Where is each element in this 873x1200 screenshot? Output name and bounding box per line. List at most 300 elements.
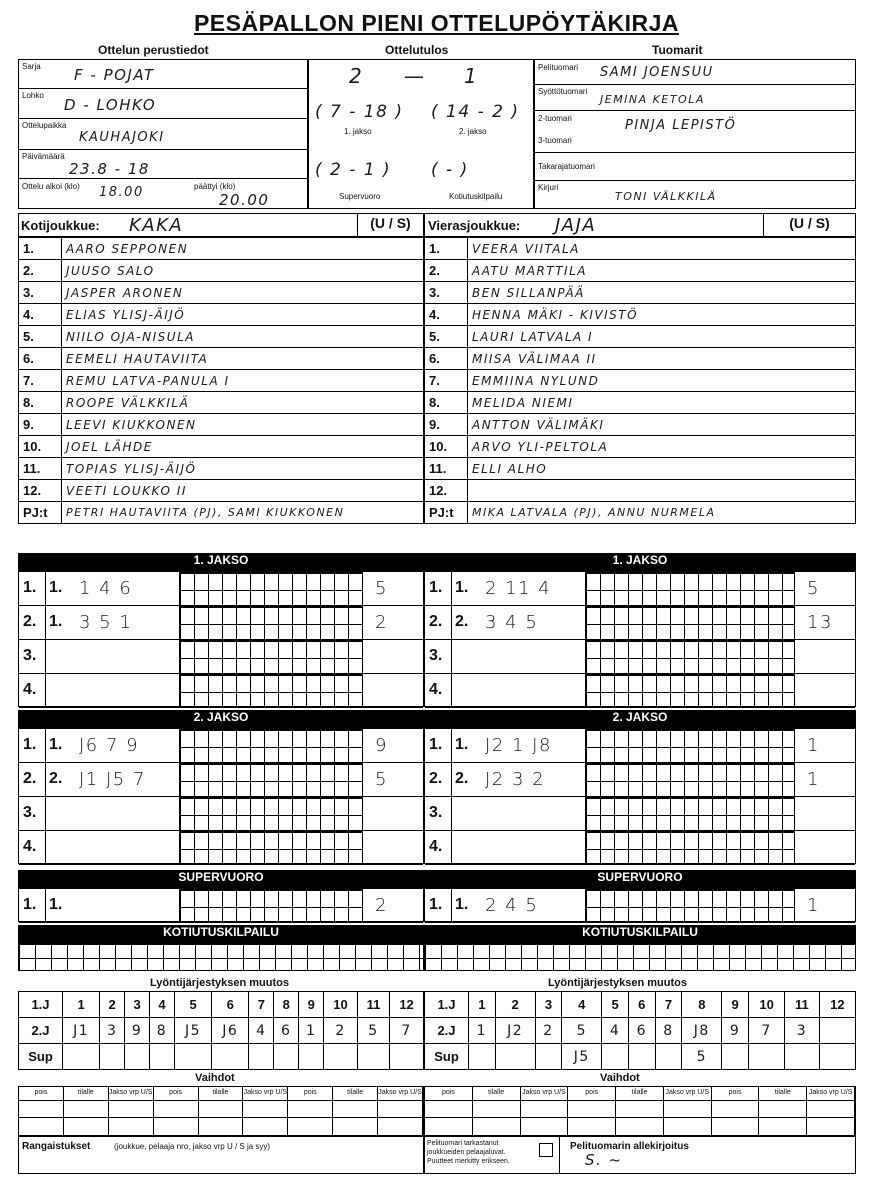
away-sv-batting-marks[interactable]: 2 4 5 — [485, 895, 539, 916]
away-sv-inning-number: 1. — [429, 896, 443, 913]
home-player-number: 12. — [19, 480, 62, 502]
away-order-cell[interactable] — [495, 1044, 535, 1070]
home-p2-batter-start[interactable]: 1. — [49, 736, 63, 753]
away-p2-batting-marks[interactable]: J2 1 J8 — [485, 735, 552, 756]
home-order-cell[interactable]: 9 — [125, 1018, 150, 1044]
away-player-row — [425, 348, 856, 370]
home-p1-inning-number: 3. — [23, 647, 37, 664]
home-coach-names[interactable]: PETRI HAUTAVIITA (PJ), SAMI KIUKKONEN — [62, 502, 424, 524]
away-p1-batter-start[interactable]: 1. — [455, 579, 469, 596]
home-order-cell[interactable] — [100, 1044, 125, 1070]
home-order-cell: 12 — [390, 992, 424, 1018]
home-p2-inning-separator — [45, 797, 46, 831]
away-subs-cell[interactable] — [616, 1101, 664, 1135]
home-p1-inning-separator — [45, 640, 46, 674]
home-p2-event-grid[interactable] — [179, 729, 363, 763]
home-player-name[interactable]: ELIAS YLISJ-ÄIJÖ — [62, 304, 424, 326]
away-subs-header: pois — [712, 1087, 760, 1101]
away-p2-inning-score[interactable]: 1 — [807, 735, 820, 756]
home-player-number: 7. — [19, 370, 62, 392]
period2-label: 2. jakso — [459, 127, 487, 136]
home-p2-batting-marks[interactable]: J1 J5 7 — [79, 769, 146, 790]
home-order-cell: 5 — [174, 992, 211, 1018]
home-sv-inning-separator — [45, 889, 46, 923]
away-super-grid — [424, 888, 856, 922]
home-p1-event-grid[interactable] — [179, 606, 363, 640]
home-player-name[interactable]: JOEL LÄHDE — [62, 436, 424, 458]
away-order-cell: 11 — [785, 992, 820, 1018]
start-value[interactable]: 18.00 — [99, 185, 144, 200]
away-player-name[interactable]: ARVO YLI-PELTOLA — [468, 436, 856, 458]
away-coach-row — [425, 502, 856, 524]
away-p2-inning-number: 2. — [429, 770, 443, 787]
away-p2-inning-separator — [451, 831, 452, 865]
away-order-cell[interactable] — [469, 1044, 496, 1070]
away-order-cell[interactable] — [819, 1018, 855, 1044]
home-sv-inning-score[interactable]: 2 — [375, 895, 388, 916]
away-order-cell[interactable] — [535, 1044, 562, 1070]
away-p1-batting-marks[interactable]: 2 11 4 — [485, 578, 552, 599]
check-checkbox[interactable] — [539, 1143, 553, 1157]
away-order-cell: 2 — [495, 992, 535, 1018]
home-subs-cell[interactable] — [243, 1101, 288, 1135]
home-order-cell: 2 — [100, 992, 125, 1018]
away-roster — [424, 237, 856, 524]
away-p2-inning-separator — [451, 797, 452, 831]
home-p2-inning-row — [19, 729, 423, 763]
home-p1-event-grid[interactable] — [179, 572, 363, 606]
home-order-cell[interactable] — [150, 1044, 175, 1070]
home-subs-cell[interactable] — [333, 1101, 378, 1135]
away-order-cell[interactable]: 2 — [535, 1018, 562, 1044]
check-text-2: joukkueiden pelaajaluvat. — [427, 1149, 506, 1156]
away-sv-event-grid[interactable] — [585, 889, 795, 923]
home-player-row — [19, 392, 424, 414]
home-subs-cell[interactable] — [378, 1101, 423, 1135]
home-order-title: Lyöntijärjestyksen muutos — [150, 977, 289, 989]
pitch-referee-value[interactable]: JEMINA KETOLA — [600, 93, 705, 106]
home-player-name[interactable]: JASPER ARONEN — [62, 282, 424, 304]
home-player-name[interactable]: EEMELI HAUTAVIITA — [62, 348, 424, 370]
away-order-cell[interactable]: 1 — [469, 1018, 496, 1044]
home-player-name[interactable]: JUUSO SALO — [62, 260, 424, 282]
penalties-note: (joukkue, pelaaja nro, jakso vrp U / S ja syy) — [114, 1142, 271, 1151]
signature-mark[interactable]: S. ~ — [585, 1151, 623, 1169]
home-player-row — [19, 326, 424, 348]
penalties-box[interactable] — [18, 1136, 424, 1174]
second-referee-value[interactable]: PINJA LEPISTÖ — [625, 118, 737, 133]
home-subs-header: pois — [154, 1087, 199, 1101]
home-order-cell[interactable] — [324, 1044, 358, 1070]
away-order-row-label: 1.J — [425, 992, 469, 1018]
away-player-number: 8. — [425, 392, 468, 414]
home-player-name[interactable]: ROOPE VÄLKKILÄ — [62, 392, 424, 414]
away-p2-inning-row — [425, 797, 855, 831]
check-text-3: Puutteet merkitty erikseen. — [427, 1158, 510, 1165]
away-order-title: Lyöntijärjestyksen muutos — [548, 977, 687, 989]
home-p1-event-grid[interactable] — [179, 674, 363, 708]
away-player-name[interactable]: MELIDA NIEMI — [468, 392, 856, 414]
home-p1-batter-start[interactable]: 1. — [49, 579, 63, 596]
away-subs-cell[interactable] — [425, 1101, 473, 1135]
away-order-cell[interactable] — [722, 1044, 749, 1070]
homerun-score[interactable]: ( - ) — [431, 160, 469, 180]
block-value[interactable]: D - LOHKO — [64, 96, 157, 114]
home-player-name[interactable]: AARO SEPPONEN — [62, 238, 424, 260]
away-p1-inning-row — [425, 572, 855, 606]
home-player-row — [19, 436, 424, 458]
away-player-name[interactable]: MIISA VÄLIMAA II — [468, 348, 856, 370]
block-label: Lohko — [22, 91, 44, 100]
away-order-cell[interactable]: 3 — [785, 1018, 820, 1044]
home-order-cell[interactable] — [299, 1044, 324, 1070]
period1-score[interactable]: ( 7 - 18 ) — [315, 102, 404, 122]
home-order-cell: 9 — [299, 992, 324, 1018]
away-order-cell[interactable] — [748, 1044, 784, 1070]
away-p2-inning-number: 1. — [429, 736, 443, 753]
away-subs-cell[interactable] — [759, 1101, 807, 1135]
home-p1-inning-row — [19, 674, 423, 708]
away-order-cell[interactable] — [602, 1044, 629, 1070]
away-sv-inning-separator — [451, 889, 452, 923]
home-homerun-grid[interactable] — [18, 943, 424, 971]
away-p1-inning-score[interactable]: 5 — [807, 578, 820, 599]
away-p1-event-grid[interactable] — [585, 640, 795, 674]
basic-info-heading: Ottelun perustiedot — [98, 43, 209, 57]
home-homerun-bar: KOTIUTUSKILPAILU — [18, 925, 424, 943]
home-order-row-label: Sup — [19, 1044, 63, 1070]
away-player-number: 11. — [425, 458, 468, 480]
home-score[interactable]: 2 — [349, 64, 364, 88]
home-p2-inning-row — [19, 763, 423, 797]
home-p2-batter-start[interactable]: 2. — [49, 770, 63, 787]
away-p2-event-grid[interactable] — [585, 763, 795, 797]
home-p2-inning-separator — [45, 729, 46, 763]
home-player-row — [19, 370, 424, 392]
away-order-cell: 9 — [722, 992, 749, 1018]
home-order-cell[interactable]: 7 — [390, 1018, 424, 1044]
home-p2-inning-number: 4. — [23, 838, 37, 855]
home-subs-cell[interactable] — [154, 1101, 199, 1135]
home-player-name[interactable]: REMU LATVA-PANULA I — [62, 370, 424, 392]
away-us-indicator[interactable]: (U / S) — [763, 213, 855, 237]
home-subs-cell[interactable] — [64, 1101, 109, 1135]
home-player-number: 5. — [19, 326, 62, 348]
date-value[interactable]: 23.8 - 18 — [69, 160, 150, 178]
away-player-number: 12. — [425, 480, 468, 502]
away-subs-header: tilalle — [616, 1087, 664, 1101]
home-p1-batting-marks[interactable]: 3 5 1 — [79, 612, 133, 633]
away-order-cell[interactable] — [628, 1044, 655, 1070]
referees-heading: Tuomarit — [652, 43, 703, 57]
away-player-name[interactable]: BEN SILLANPÄÄ — [468, 282, 856, 304]
home-order-cell: 3 — [125, 992, 150, 1018]
away-player-name[interactable]: HENNA MÄKI - KIVISTÖ — [468, 304, 856, 326]
away-p1-batter-start[interactable]: 2. — [455, 613, 469, 630]
home-order-cell[interactable]: J5 — [174, 1018, 211, 1044]
home-order-cell[interactable]: 4 — [249, 1018, 274, 1044]
away-p1-event-grid[interactable] — [585, 572, 795, 606]
home-order-cell: 10 — [324, 992, 358, 1018]
away-player-name[interactable]: ELLI ALHO — [468, 458, 856, 480]
main-referee-label: Pelituomari — [538, 63, 579, 72]
home-order-cell[interactable]: 3 — [100, 1018, 125, 1044]
clerk-value[interactable]: TONI VÄLKKILÄ — [615, 190, 717, 203]
away-period1-bar: 1. JAKSO — [424, 553, 856, 571]
home-p2-inning-number: 3. — [23, 804, 37, 821]
home-player-name[interactable]: TOPIAS YLISJ-ÄIJÖ — [62, 458, 424, 480]
home-sv-batter-start[interactable]: 1. — [49, 896, 63, 913]
away-p2-inning-number: 3. — [429, 804, 443, 821]
home-subs-cell[interactable] — [19, 1101, 64, 1135]
away-player-row — [425, 260, 856, 282]
away-order-cell[interactable]: 7 — [748, 1018, 784, 1044]
away-p1-event-grid[interactable] — [585, 606, 795, 640]
away-p1-inning-score[interactable]: 13 — [807, 612, 833, 633]
pitch-referee-label: Syöttötuomari — [538, 87, 588, 96]
end-value[interactable]: 20.00 — [219, 191, 270, 209]
home-player-row — [19, 348, 424, 370]
away-p2-inning-row — [425, 831, 855, 865]
away-order-row — [425, 1044, 856, 1070]
away-order-cell: 4 — [562, 992, 602, 1018]
home-p1-inning-number: 1. — [23, 579, 37, 596]
away-player-name[interactable]: AATU MARTTILA — [468, 260, 856, 282]
away-p1-inning-separator — [451, 640, 452, 674]
home-p1-batting-marks[interactable]: 1 4 6 — [79, 578, 133, 599]
away-p2-inning-separator — [451, 729, 452, 763]
home-p1-inning-row — [19, 572, 423, 606]
home-order-cell[interactable] — [249, 1044, 274, 1070]
away-subs-header: Jakso vrp U/S — [664, 1087, 712, 1101]
home-p2-inning-score[interactable]: 9 — [375, 735, 388, 756]
away-order-cell[interactable]: J2 — [495, 1018, 535, 1044]
away-order-cell: 6 — [628, 992, 655, 1018]
home-subs-header: tilalle — [333, 1087, 378, 1101]
super-label: Supervuoro — [339, 192, 381, 201]
away-order-cell[interactable]: 5 — [682, 1044, 722, 1070]
home-p1-inning-separator — [45, 606, 46, 640]
away-order-row-label: Sup — [425, 1044, 469, 1070]
away-player-number: 3. — [425, 282, 468, 304]
home-p1-inning-score[interactable]: 2 — [375, 612, 388, 633]
home-order-cell[interactable]: 1 — [299, 1018, 324, 1044]
away-subs-cell[interactable] — [664, 1101, 712, 1135]
away-order-cell[interactable]: 4 — [602, 1018, 629, 1044]
home-sv-event-grid[interactable] — [179, 889, 363, 923]
home-order-cell[interactable]: J6 — [212, 1018, 249, 1044]
basic-info-box — [18, 59, 308, 209]
home-p2-inning-score[interactable]: 5 — [375, 769, 388, 790]
home-p1-inning-row — [19, 640, 423, 674]
back-referee-label: Takarajatuomari — [538, 162, 595, 171]
away-p2-event-grid[interactable] — [585, 797, 795, 831]
penalties-label: Rangaistukset — [22, 1141, 91, 1152]
home-player-row — [19, 480, 424, 502]
period1-label: 1. jakso — [344, 127, 372, 136]
away-order-cell[interactable]: J5 — [562, 1044, 602, 1070]
away-order-cell[interactable] — [785, 1044, 820, 1070]
home-subs-header: pois — [288, 1087, 333, 1101]
home-order-row-label: 2.J — [19, 1018, 63, 1044]
away-p2-event-grid[interactable] — [585, 831, 795, 865]
home-subs-header: tilalle — [199, 1087, 244, 1101]
home-period1-grid — [18, 571, 424, 707]
away-coach-names[interactable]: MIKA LATVALA (PJ), ANNU NURMELA — [468, 502, 856, 524]
home-player-name[interactable]: NIILO OJA-NISULA — [62, 326, 424, 348]
third-referee-label: 3-tuomari — [538, 136, 572, 145]
home-subs-cell[interactable] — [109, 1101, 154, 1135]
away-player-number: 1. — [425, 238, 468, 260]
away-player-name[interactable]: EMMIINA NYLUND — [468, 370, 856, 392]
away-p1-event-grid[interactable] — [585, 674, 795, 708]
away-p1-inning-number: 3. — [429, 647, 443, 664]
away-order-cell[interactable]: 9 — [722, 1018, 749, 1044]
away-team-label: Vierasjoukkue: — [428, 218, 521, 233]
away-team-name[interactable]: JAJA — [555, 215, 597, 236]
away-order-cell: 12 — [819, 992, 855, 1018]
away-homerun-grid[interactable] — [424, 943, 856, 971]
home-p1-inning-number: 2. — [23, 613, 37, 630]
away-p1-batting-marks[interactable]: 3 4 5 — [485, 612, 539, 633]
away-order-cell[interactable]: J8 — [682, 1018, 722, 1044]
home-period2-grid — [18, 728, 424, 864]
referees-box — [534, 59, 856, 209]
away-p2-batter-start[interactable]: 2. — [455, 770, 469, 787]
home-subs-table — [18, 1086, 424, 1136]
homerun-label: Kotiutuskilpailu — [449, 192, 503, 201]
home-player-name[interactable]: LEEVI KIUKKONEN — [62, 414, 424, 436]
main-referee-value[interactable]: SAMI JOENSUU — [600, 65, 714, 80]
away-p2-batter-start[interactable]: 1. — [455, 736, 469, 753]
home-order-cell[interactable]: J1 — [63, 1018, 100, 1044]
away-sv-inning-score[interactable]: 1 — [807, 895, 820, 916]
away-order-cell[interactable]: 5 — [562, 1018, 602, 1044]
home-subs-header: pois — [19, 1087, 64, 1101]
away-player-number: 9. — [425, 414, 468, 436]
home-p2-batting-marks[interactable]: J6 7 9 — [79, 735, 140, 756]
home-p1-inning-score[interactable]: 5 — [375, 578, 388, 599]
series-value[interactable]: F - POJAT — [74, 66, 155, 84]
home-us-indicator[interactable]: (U / S) — [357, 213, 423, 237]
home-p1-inning-separator — [45, 572, 46, 606]
home-order-cell: 6 — [212, 992, 249, 1018]
home-order-cell[interactable] — [357, 1044, 389, 1070]
away-p1-inning-row — [425, 640, 855, 674]
home-p1-batter-start[interactable]: 1. — [49, 613, 63, 630]
home-p1-event-grid[interactable] — [179, 640, 363, 674]
away-subs-cell[interactable] — [521, 1101, 569, 1135]
away-order-cell: 8 — [682, 992, 722, 1018]
home-subs-title: Vaihdot — [195, 1072, 235, 1084]
home-order-cell[interactable]: 2 — [324, 1018, 358, 1044]
away-sv-inning-row — [425, 889, 855, 923]
away-player-name[interactable] — [468, 480, 856, 502]
clerk-label: Kirjuri — [538, 183, 559, 192]
away-order-cell: 10 — [748, 992, 784, 1018]
home-p1-inning-row — [19, 606, 423, 640]
super-score[interactable]: ( 2 - 1 ) — [315, 160, 392, 180]
away-player-row — [425, 436, 856, 458]
away-subs-title: Vaihdot — [600, 1072, 640, 1084]
away-order-cell[interactable] — [655, 1044, 682, 1070]
away-score[interactable]: 1 — [464, 64, 479, 88]
home-p2-inning-separator — [45, 763, 46, 797]
home-subs-header: tilalle — [64, 1087, 109, 1101]
away-subs-cell[interactable] — [807, 1101, 855, 1135]
away-order-row-label: 2.J — [425, 1018, 469, 1044]
home-order-row — [19, 992, 424, 1018]
home-subs-cell[interactable] — [288, 1101, 333, 1135]
home-subs-cell[interactable] — [199, 1101, 244, 1135]
away-sv-batter-start[interactable]: 1. — [455, 896, 469, 913]
form-title: PESÄPALLON PIENI OTTELUPÖYTÄKIRJA — [193, 10, 680, 36]
away-subs-cell[interactable] — [473, 1101, 521, 1135]
away-order-cell: 3 — [535, 992, 562, 1018]
away-subs-cell[interactable] — [568, 1101, 616, 1135]
home-sv-inning-number: 1. — [23, 896, 37, 913]
home-order-row — [19, 1018, 424, 1044]
away-subs-header: tilalle — [759, 1087, 807, 1101]
home-p2-event-grid[interactable] — [179, 831, 363, 865]
home-p2-event-grid[interactable] — [179, 763, 363, 797]
away-player-name[interactable]: VEERA VIITALA — [468, 238, 856, 260]
home-order-cell: 8 — [274, 992, 299, 1018]
home-order-cell[interactable]: 5 — [357, 1018, 389, 1044]
away-player-name[interactable]: ANTTON VÄLIMÄKI — [468, 414, 856, 436]
home-order-cell: 11 — [357, 992, 389, 1018]
away-subs-cell[interactable] — [712, 1101, 760, 1135]
away-coach-label: PJ:t — [425, 502, 468, 524]
result-box — [308, 59, 534, 209]
home-subs-header: Jakso vrp U/S — [109, 1087, 154, 1101]
home-p2-inning-row — [19, 831, 423, 865]
home-order-cell[interactable] — [212, 1044, 249, 1070]
away-team-header — [424, 213, 856, 237]
away-subs-header: pois — [425, 1087, 473, 1101]
away-p2-inning-row — [425, 763, 855, 797]
second-referee-label: 2-tuomari — [538, 114, 572, 123]
venue-value[interactable]: KAUHAJOKI — [79, 130, 165, 145]
away-p2-event-grid[interactable] — [585, 729, 795, 763]
away-p2-batting-marks[interactable]: J2 3 2 — [485, 769, 546, 790]
home-order-cell[interactable] — [274, 1044, 299, 1070]
home-order-cell[interactable]: 8 — [150, 1018, 175, 1044]
home-order-cell[interactable] — [63, 1044, 100, 1070]
home-p2-event-grid[interactable] — [179, 797, 363, 831]
home-player-name[interactable]: VEETI LOUKKO II — [62, 480, 424, 502]
home-order-cell[interactable]: 6 — [274, 1018, 299, 1044]
away-player-row — [425, 304, 856, 326]
away-order-cell[interactable] — [819, 1044, 855, 1070]
away-player-name[interactable]: LAURI LATVALA I — [468, 326, 856, 348]
away-p2-inning-score[interactable]: 1 — [807, 769, 820, 790]
home-order-cell[interactable] — [390, 1044, 424, 1070]
away-p2-inning-number: 4. — [429, 838, 443, 855]
check-text-1: Pelituomari tarkastanut — [427, 1140, 499, 1147]
away-order-cell[interactable]: 8 — [655, 1018, 682, 1044]
period2-score[interactable]: ( 14 - 2 ) — [431, 102, 520, 122]
home-player-row — [19, 414, 424, 436]
away-homerun-bar: KOTIUTUSKILPAILU — [424, 925, 856, 943]
home-team-name[interactable]: KAKA — [129, 215, 184, 236]
score-dash: — — [404, 64, 426, 88]
home-order-cell[interactable] — [125, 1044, 150, 1070]
home-team-label: Kotijoukkue: — [21, 218, 100, 233]
away-order-cell[interactable]: 6 — [628, 1018, 655, 1044]
home-coach-row — [19, 502, 424, 524]
home-order-cell[interactable] — [174, 1044, 211, 1070]
